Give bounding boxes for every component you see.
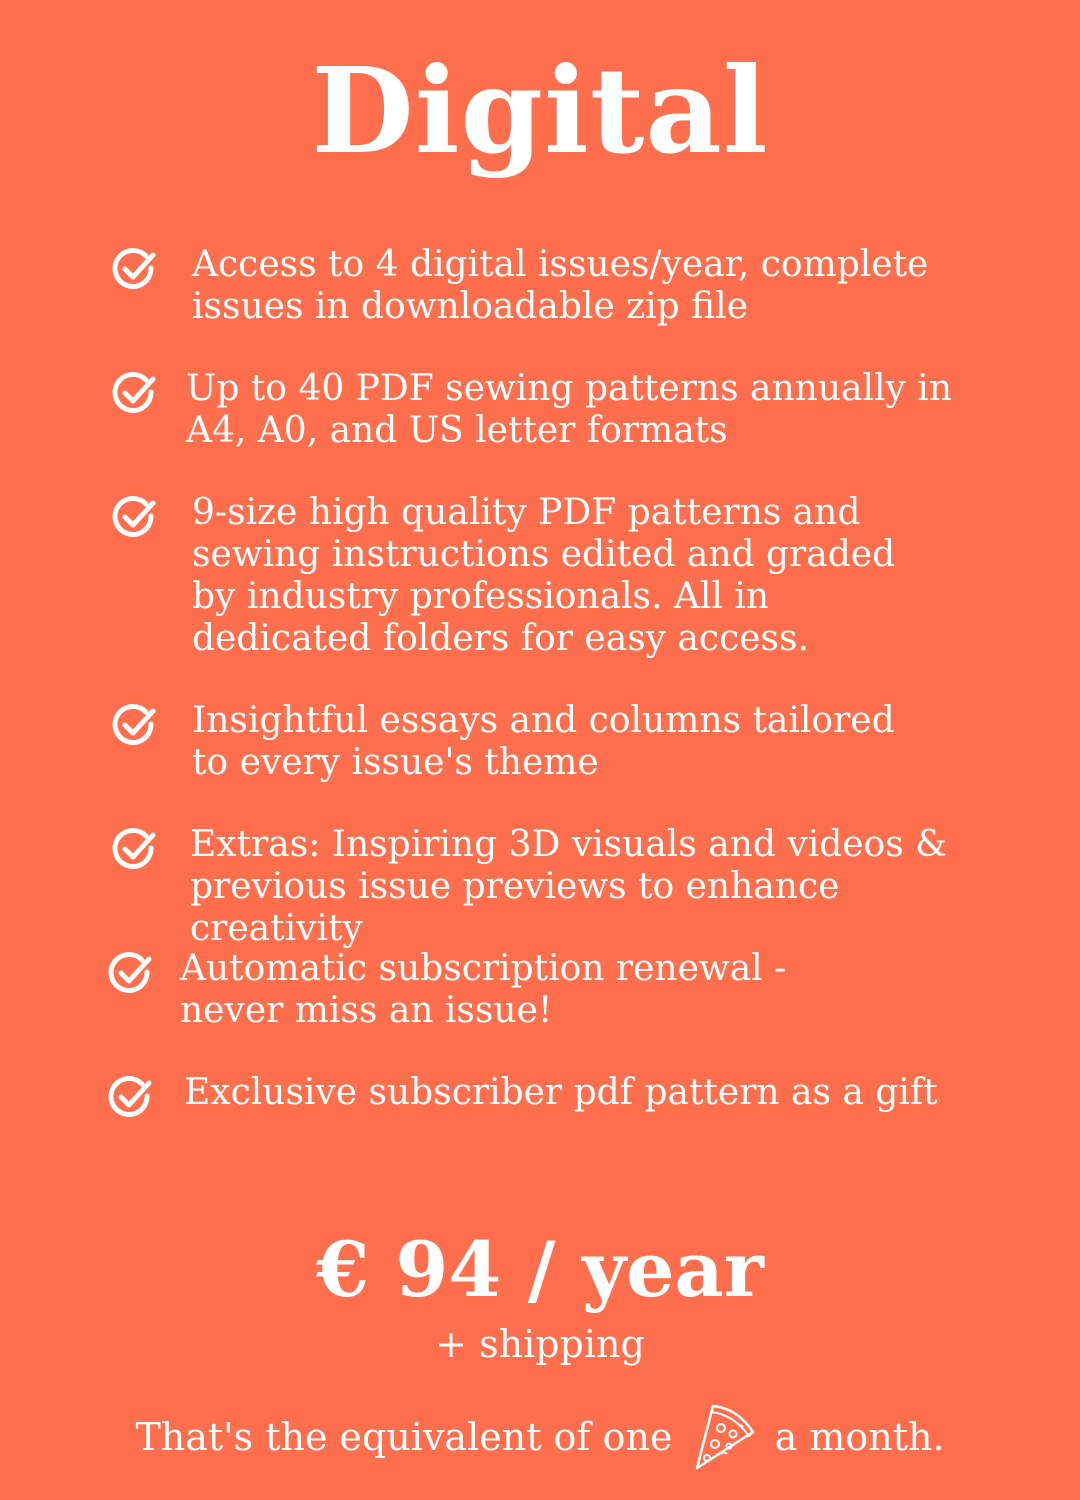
feature-text: Extras: Inspiring 3D visuals and videos & previous issue previews to enhance creativity — [190, 824, 948, 949]
feature-text: 9-size high quality PDF patterns and sewing instructions edited and graded by industry professionals. All in dedicated folders for easy access. — [192, 492, 896, 659]
shipping-note: + shipping — [435, 1322, 645, 1366]
plan-title: Digital — [311, 41, 769, 180]
price: € 94 / year — [316, 1225, 764, 1314]
equivalent-text-before: That's the equivalent of one — [135, 1415, 673, 1459]
equivalent-note — [0, 1398, 1080, 1474]
pizza-slice-icon — [691, 1398, 757, 1474]
check-circle-icon — [106, 1074, 154, 1122]
check-circle-icon — [106, 950, 154, 998]
check-circle-icon — [110, 702, 158, 750]
feature-text: Access to 4 digital issues/year, complete issues in downloadable zip file — [192, 244, 929, 327]
check-circle-icon — [110, 494, 158, 542]
check-circle-icon — [110, 246, 158, 294]
equivalent-text-after: a month. — [774, 1415, 945, 1459]
feature-text: Up to 40 PDF sewing patterns annually in A4, A0, and US letter formats — [186, 368, 953, 451]
check-circle-icon — [110, 826, 158, 874]
feature-text: Insightful essays and columns tailored to every issue's theme — [192, 700, 895, 783]
feature-text: Exclusive subscriber pdf pattern as a gift — [184, 1072, 938, 1113]
feature-text: Automatic subscription renewal - never miss an issue! — [180, 948, 787, 1031]
check-circle-icon — [110, 370, 158, 418]
